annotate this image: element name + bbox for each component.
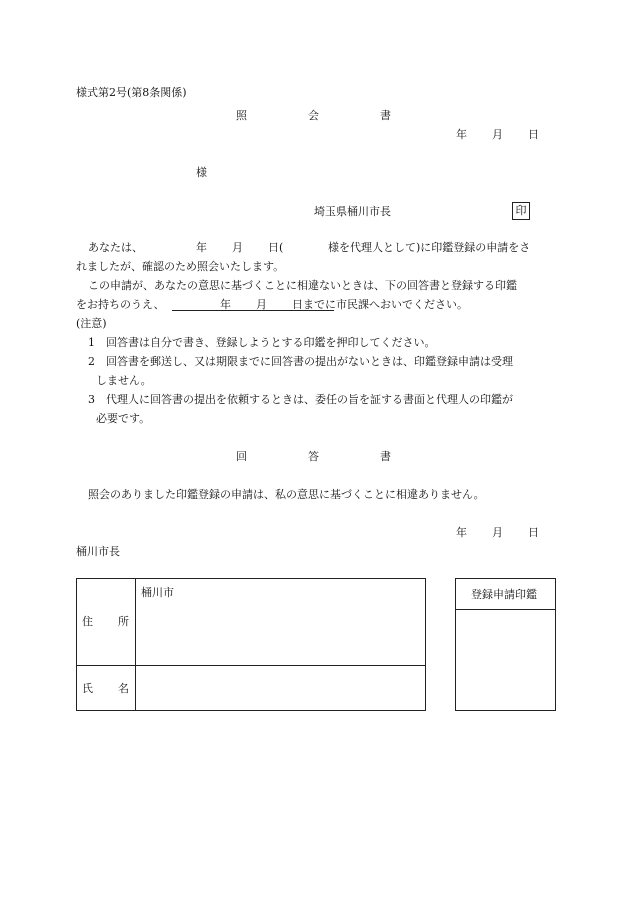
name-label-char-2: 名 <box>118 682 129 695</box>
p1-day: 日( <box>268 241 284 254</box>
note-2: 2 回答書を郵送し、又は期限までに回答書の提出がないときは、印鑑登録申請は受理 <box>88 355 513 368</box>
notes-heading: (注意) <box>76 317 107 330</box>
reply-statement: 照会のありました印鑑登録の申請は、私の意思に基づくことに相違ありません。 <box>88 488 485 501</box>
p1-intro: あなたは、 <box>88 241 143 254</box>
p1-month: 月 <box>232 241 243 254</box>
sender-name: 埼玉県桶川市長 <box>314 205 391 218</box>
p2-month: 月 <box>256 298 267 311</box>
title-char-3: 書 <box>380 109 391 122</box>
p2-rest: 日までに市民課へおいでください。 <box>292 298 468 311</box>
address-label-char-1: 住 <box>82 615 93 628</box>
p2-year: 年 <box>220 298 231 311</box>
seal-mark: 印 <box>512 202 530 220</box>
date-day-label: 日 <box>528 128 539 141</box>
reply-title-char-2: 答 <box>308 450 319 463</box>
p2-intro: をお持ちのうえ、 <box>76 298 165 311</box>
addressee-suffix: 様 <box>196 166 207 179</box>
reply-addressee: 桶川市長 <box>76 545 120 558</box>
date-year-label: 年 <box>456 128 467 141</box>
date-month-label: 月 <box>492 128 503 141</box>
note-3-cont: 必要です。 <box>96 412 151 425</box>
reply-date-day: 日 <box>528 526 539 539</box>
title-char-2: 会 <box>308 109 319 122</box>
note-2-cont: しません。 <box>96 374 152 387</box>
address-value: 桶川市 <box>141 586 174 599</box>
reply-title-char-1: 回 <box>236 450 247 463</box>
reply-date-year: 年 <box>456 526 467 539</box>
table-row-divider <box>76 665 426 666</box>
note-1: 1 回答書は自分で書き、登録しようとする印鑑を押印してください。 <box>88 336 436 349</box>
seal-box-divider <box>455 609 556 610</box>
table-col-divider <box>135 578 136 711</box>
form-number: 様式第2号(第8条関係) <box>76 86 187 99</box>
name-label-char-1: 氏 <box>82 682 93 695</box>
address-label-char-2: 所 <box>118 615 129 628</box>
seal-box-label: 登録申請印鑑 <box>471 588 537 601</box>
p2-line1: この申請が、あなたの意思に基づくことに相違ないときは、下の回答書と登録する印鑑 <box>88 279 517 292</box>
title-char-1: 照 <box>236 109 247 122</box>
reply-title-char-3: 書 <box>380 450 391 463</box>
p1-line2: れましたが、確認のため照会いたします。 <box>76 260 285 273</box>
reply-date-month: 月 <box>492 526 503 539</box>
p1-rest: 様を代理人として)に印鑑登録の申請をさ <box>328 241 531 254</box>
note-3: 3 代理人に回答書の提出を依頼するときは、委任の旨を証する書面と代理人の印鑑が <box>88 393 513 406</box>
p1-year: 年 <box>196 241 207 254</box>
